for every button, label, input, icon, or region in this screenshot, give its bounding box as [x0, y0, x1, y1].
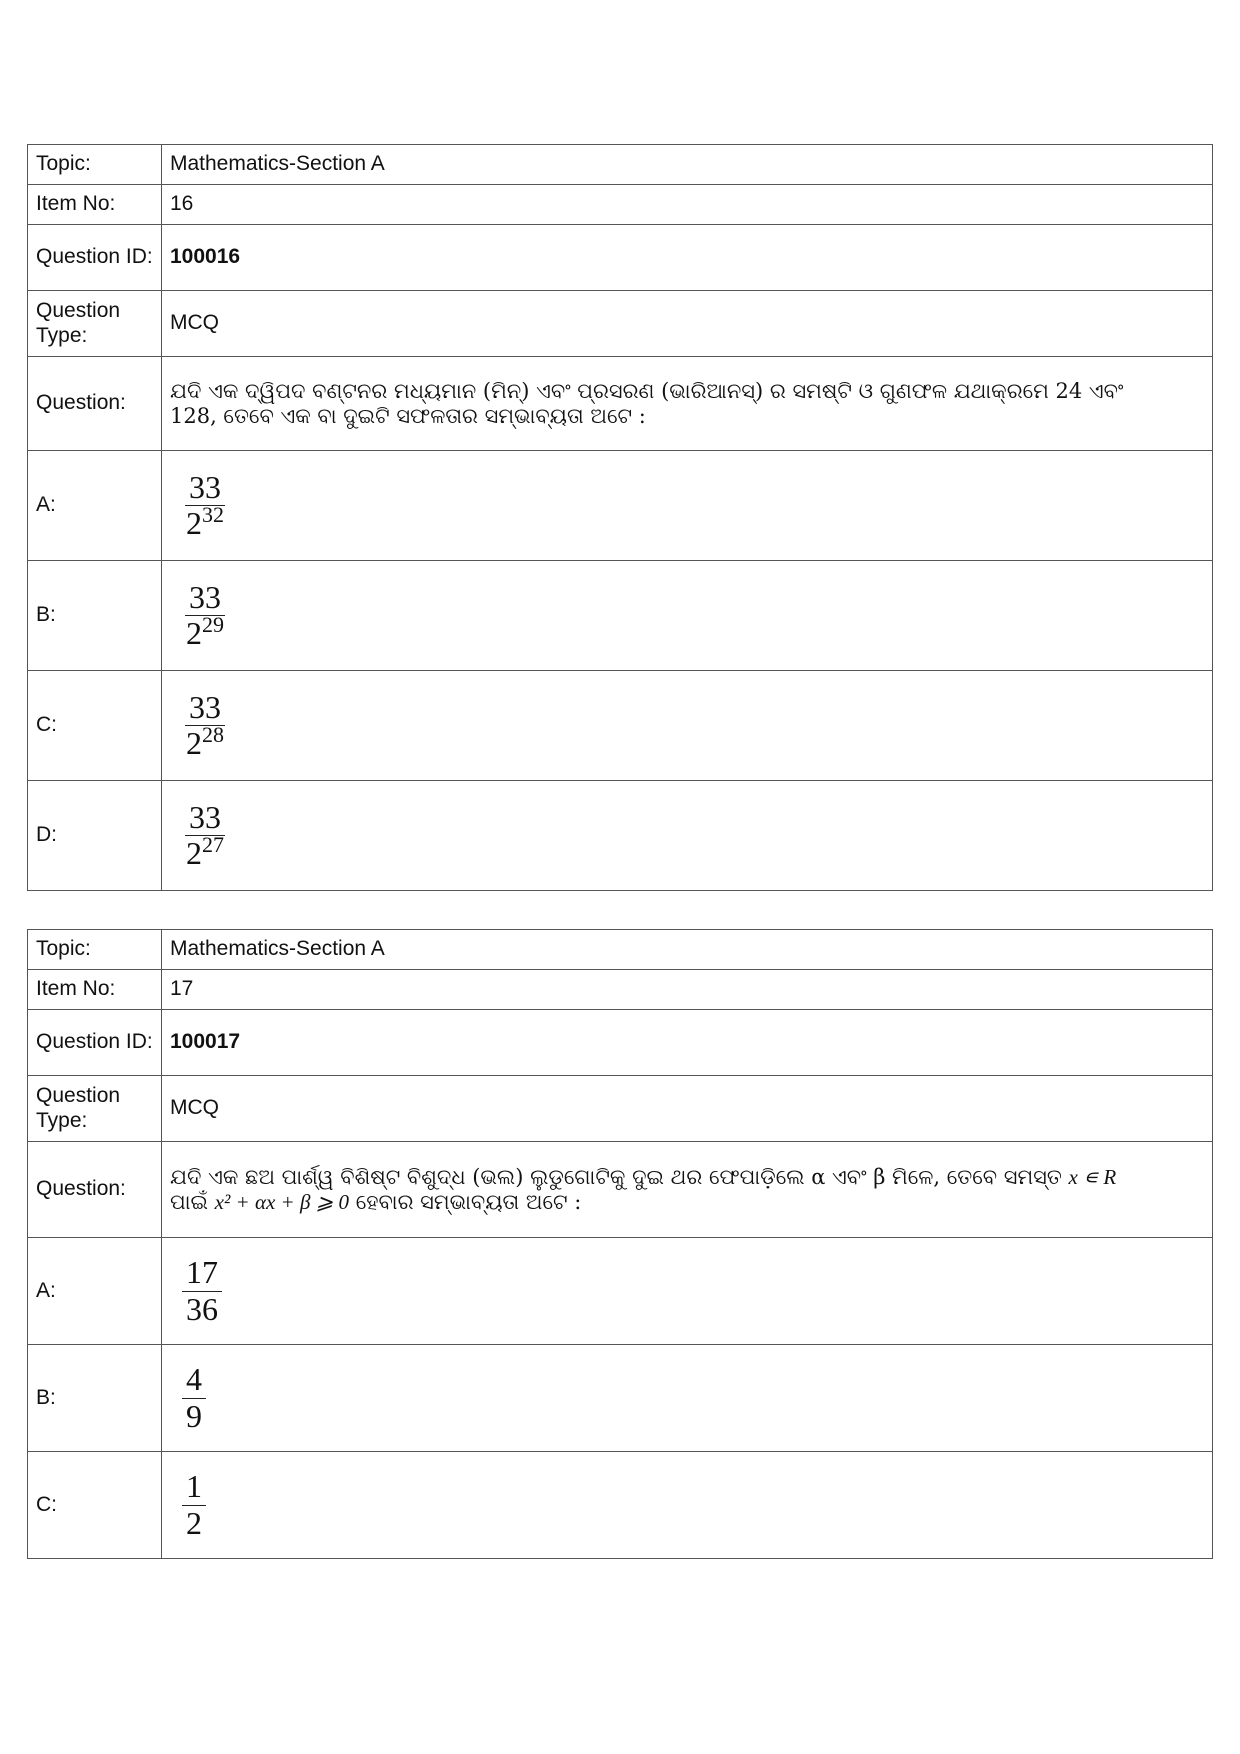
question-label: Question:: [28, 357, 162, 451]
denominator: [182, 502, 228, 541]
question-line-2: 128, ତେବେ ଏକ ବା ଦୁଇଟି ସଫଳତାର ସମ୍ଭାବ୍ୟତା ଅଟେ :: [170, 403, 646, 428]
option-c-fraction: [182, 1469, 206, 1540]
option-d: [162, 781, 1213, 891]
option-a-label: A:: [28, 451, 162, 561]
option-a-label: A:: [28, 1238, 162, 1345]
question-line-1: ଯଦି ଏକ ଦ୍ୱିପଦ ବଣ୍ଟନର ମଧ୍ୟମାନ (ମିନ୍) ଏବଂ ପ୍ରସରଣ (ଭାରିଆନସ୍) ର ସମଷ୍ଟି ଓ ଗୁଣଫଳ ଯଥାକ୍ରମେ 24 ଏବଂ: [170, 379, 1124, 404]
option-a-fraction: [182, 1255, 222, 1326]
base: 2: [186, 505, 202, 541]
option-b: [162, 561, 1213, 671]
option-b-fraction: [182, 580, 228, 651]
option-b-label: B:: [28, 1345, 162, 1452]
option-d-label: D:: [28, 781, 162, 891]
topic-label: Topic:: [28, 930, 162, 970]
denominator: 36: [186, 1290, 218, 1327]
denominator: [182, 612, 228, 651]
numerator: 33: [185, 690, 225, 726]
numerator: 4: [182, 1362, 206, 1398]
question-table-16: [27, 144, 1213, 891]
numerator: 17: [182, 1255, 222, 1291]
base: 2: [186, 725, 202, 761]
base: 2: [186, 835, 202, 871]
question-type-value: MCQ: [162, 291, 1213, 357]
question-id-value: 100016: [162, 225, 1213, 291]
question-id-value: 100017: [162, 1010, 1213, 1076]
option-c-fraction: [182, 690, 228, 761]
question-text: [162, 357, 1213, 451]
exponent: 27: [202, 832, 224, 857]
denominator: 9: [186, 1397, 202, 1434]
option-c: [162, 671, 1213, 781]
option-a-fraction: [182, 470, 228, 541]
question-line-1-text: ଯଦି ଏକ ଛଅ ପାର୍ଶ୍ୱ ବିଶିଷ୍ଟ ବିଶୁଦ୍ଧ (ଭଲ) ଲୁଡୁଗୋଟିକୁ ଦୁଇ ଥର ଫେପାଡ଼ିଲେ α ଏବଂ β ମିଳେ, ତେବେ ସମସ୍ତ: [170, 1165, 1062, 1190]
option-b-label: B:: [28, 561, 162, 671]
question-type-value: MCQ: [162, 1076, 1213, 1142]
question-id-label: Question ID:: [28, 1010, 162, 1076]
option-b-fraction: [182, 1362, 206, 1433]
numerator: 33: [185, 800, 225, 836]
option-c: [162, 1452, 1213, 1559]
question-table-17: [27, 929, 1213, 1559]
question-id-label: Question ID:: [28, 225, 162, 291]
option-a: [162, 451, 1213, 561]
question-line-1-math: x ∊ R: [1068, 1165, 1117, 1190]
exponent: 28: [202, 722, 224, 747]
item-no-value: 16: [162, 185, 1213, 225]
option-c-label: C:: [28, 1452, 162, 1559]
numerator: 33: [185, 580, 225, 616]
numerator: 33: [185, 470, 225, 506]
question-line-2: [170, 1190, 1204, 1214]
denominator: [182, 832, 228, 871]
question-line-1: [170, 1165, 1204, 1189]
question-line-2-post: ହେବାର ସମ୍ଭାବ୍ୟତା ଅଟେ :: [355, 1189, 582, 1214]
topic-value: Mathematics-Section A: [162, 145, 1213, 185]
topic-value: Mathematics-Section A: [162, 930, 1213, 970]
exponent: 29: [202, 612, 224, 637]
question-type-label: Question Type:: [28, 291, 162, 357]
numerator: 1: [182, 1469, 206, 1505]
option-a: [162, 1238, 1213, 1345]
base: 2: [186, 615, 202, 651]
question-line-2-math: x² + αx + β ⩾ 0: [214, 1189, 350, 1214]
question-type-label: Question Type:: [28, 1076, 162, 1142]
denominator: 2: [186, 1504, 202, 1541]
question-label: Question:: [28, 1142, 162, 1238]
denominator: [182, 722, 228, 761]
item-no-value: 17: [162, 970, 1213, 1010]
option-b: [162, 1345, 1213, 1452]
topic-label: Topic:: [28, 145, 162, 185]
question-line-2-pre: ପାଇଁ: [170, 1189, 208, 1214]
exponent: 32: [202, 502, 224, 527]
option-d-fraction: [182, 800, 228, 871]
item-no-label: Item No:: [28, 185, 162, 225]
item-no-label: Item No:: [28, 970, 162, 1010]
option-c-label: C:: [28, 671, 162, 781]
question-text: [162, 1142, 1213, 1238]
